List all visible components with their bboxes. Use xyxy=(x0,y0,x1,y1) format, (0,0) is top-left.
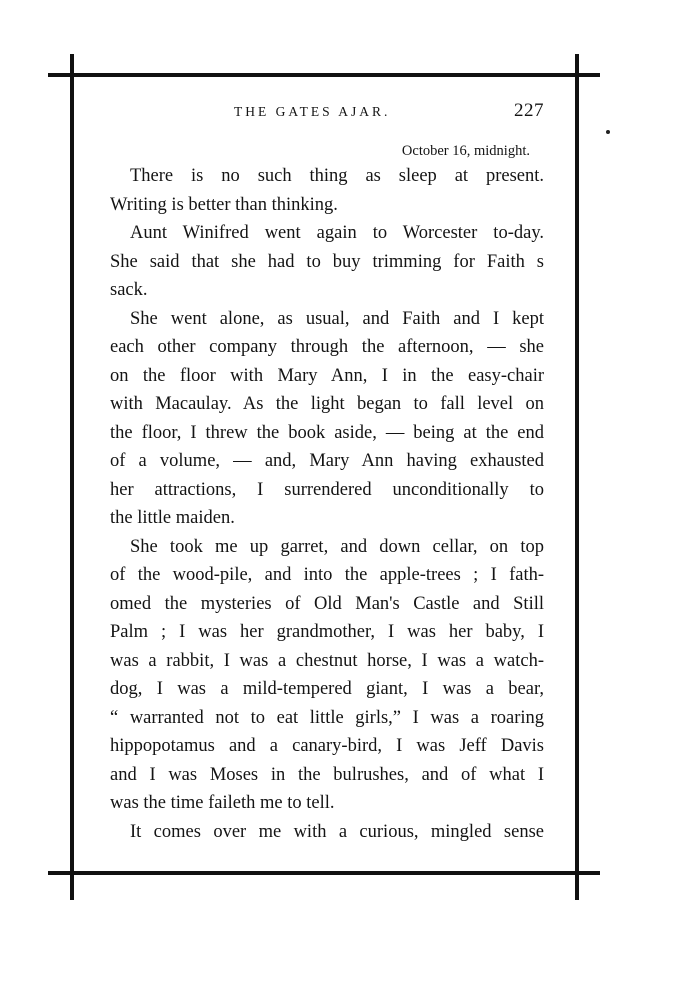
text-line: and I was Moses in the bulrushes, and of what I xyxy=(110,764,544,785)
text-line: omed the mysteries of Old Man's Castle and Still xyxy=(110,593,544,614)
text-line: each other company through the afternoon, — she xyxy=(110,337,544,357)
text-line: on the floor with Mary Ann, I in the easy-chair xyxy=(110,365,544,386)
text-line: was a rabbit, I was a chestnut horse, I was a watch- xyxy=(110,650,544,671)
text-line: sack. xyxy=(110,280,148,300)
text-line: Palm ; I was her grandmother, I was her baby, I xyxy=(110,622,544,642)
running-head xyxy=(110,102,544,126)
text-line: She went alone, as usual, and Faith and I kept xyxy=(130,308,544,329)
text-line: the floor, I threw the book aside, — being at the end xyxy=(110,422,544,443)
text-line: Writing is better than thinking. xyxy=(110,194,338,215)
text-line: of a volume, — and, Mary Ann having exhausted xyxy=(110,451,544,471)
frame-top-rule xyxy=(48,73,600,77)
body-text xyxy=(110,140,544,846)
frame-left-rule xyxy=(70,54,74,900)
text-line: She said that she had to buy trimming for Faith s xyxy=(110,251,544,272)
text-line: the little maiden. xyxy=(110,508,235,528)
text-line: of the wood-pile, and into the apple-trees ; I fath- xyxy=(110,565,544,585)
frame-right-rule xyxy=(575,54,579,900)
text-line: There is no such thing as sleep at present. xyxy=(130,166,544,186)
text-line: with Macaulay. As the light began to fall level on xyxy=(110,394,544,414)
running-title: THE GATES AJAR. xyxy=(234,104,391,119)
text-line: It comes over me with a curious, mingled sense xyxy=(130,821,544,842)
text-line: dog, I was a mild-tempered giant, I was a bear, xyxy=(110,679,544,699)
frame-bottom-rule xyxy=(48,871,600,875)
text-line: her attractions, I surrendered unconditionally to xyxy=(110,479,544,500)
text-line: “ warranted not to eat little girls,” I was a roaring xyxy=(110,707,544,728)
text-line: Aunt Winifred went again to Worcester to-day. xyxy=(130,223,544,243)
page-number: 227 xyxy=(514,100,544,121)
text-line: She took me up garret, and down cellar, on top xyxy=(130,536,544,557)
margin-speck xyxy=(606,130,610,134)
text-line: hippopotamus and a canary-bird, I was Jeff Davis xyxy=(110,736,544,756)
text-line: was the time faileth me to tell. xyxy=(110,793,335,813)
dateline: October 16, midnight. xyxy=(401,143,530,159)
